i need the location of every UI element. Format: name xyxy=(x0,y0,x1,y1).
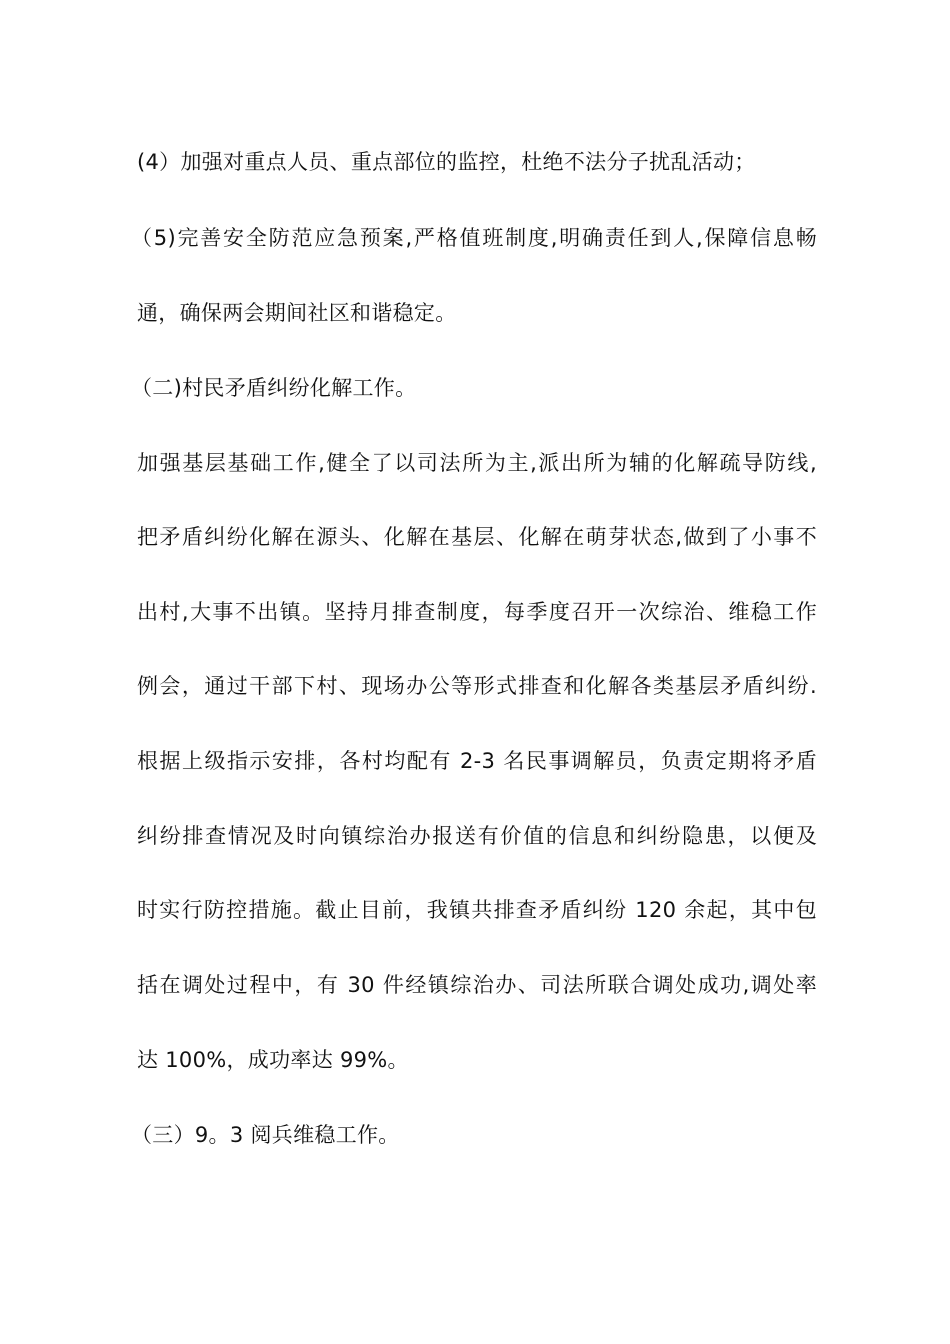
text-line-10: 纠纷排查情况及时向镇综治办报送有价值的信息和纠纷隐患，以便及 xyxy=(137,824,817,848)
text-line-2: （5)完善安全防范应急预案,严格值班制度,明确责任到人,保障信息畅 xyxy=(131,226,817,250)
text-line-9: 根据上级指示安排，各村均配有 2-3 名民事调解员，负责定期将矛盾 xyxy=(137,749,817,773)
text-line-6: 把矛盾纠纷化解在源头、化解在基层、化解在萌芽状态,做到了小事不 xyxy=(137,525,817,549)
text-line-13: 达 100%，成功率达 99%。 xyxy=(137,1048,409,1072)
text-line-11: 时实行防控措施。截止目前，我镇共排查矛盾纠纷 120 余起，其中包 xyxy=(137,898,817,922)
section-heading-3: （三）9。3 阅兵维稳工作。 xyxy=(131,1123,400,1147)
text-line-8: 例会，通过干部下村、现场办公等形式排查和化解各类基层矛盾纠纷. xyxy=(137,674,817,698)
text-line-1: (4）加强对重点人员、重点部位的监控，杜绝不法分子扰乱活动； xyxy=(137,150,756,174)
text-line-5: 加强基层基础工作,健全了以司法所为主,派出所为辅的化解疏导防线, xyxy=(137,451,817,475)
text-line-3: 通，确保两会期间社区和谐稳定。 xyxy=(137,301,457,325)
section-heading-2: （二)村民矛盾纠纷化解工作。 xyxy=(131,376,417,400)
text-line-12: 括在调处过程中，有 30 件经镇综治办、司法所联合调处成功,调处率 xyxy=(137,973,817,997)
text-line-7: 出村,大事不出镇。坚持月排查制度，每季度召开一次综治、维稳工作 xyxy=(137,600,817,624)
